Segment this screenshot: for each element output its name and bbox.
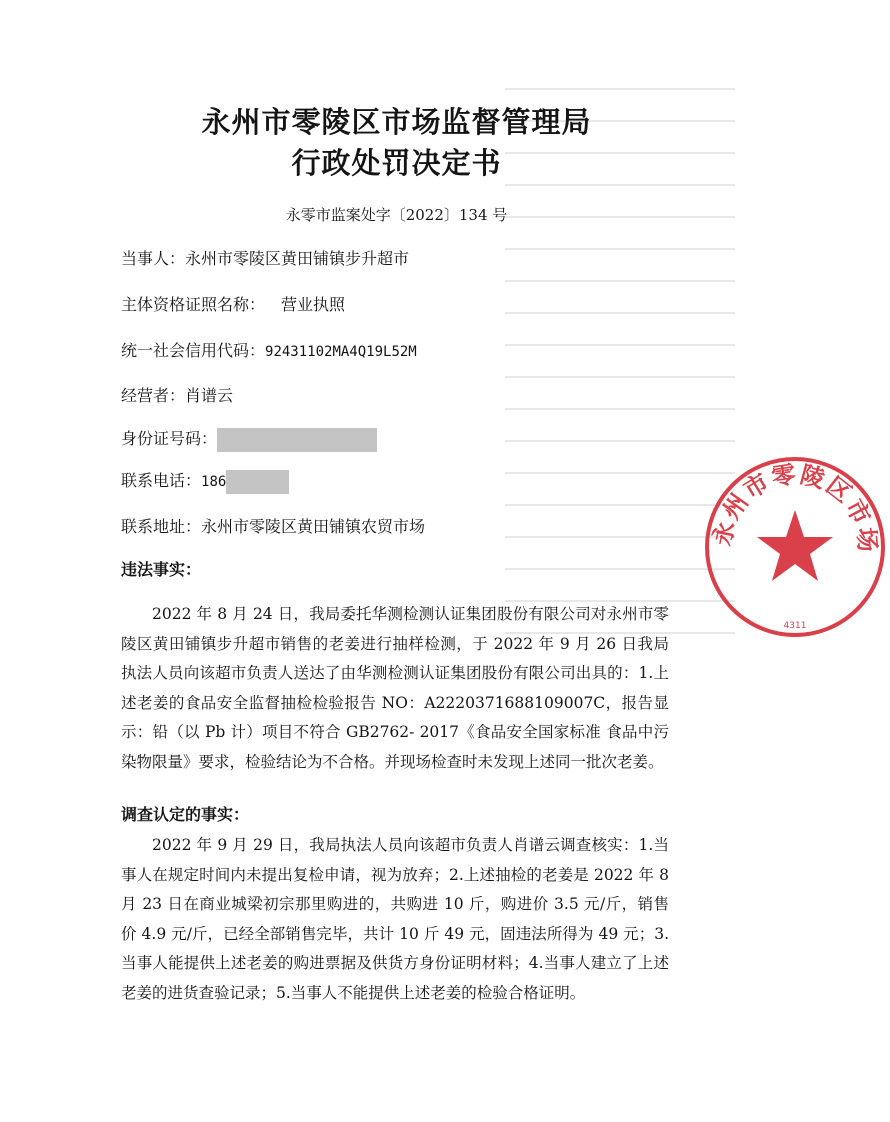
license-label: 主体资格证照名称：	[121, 295, 266, 314]
address-row	[121, 514, 425, 537]
phone-redaction	[226, 470, 289, 494]
license-row	[121, 292, 345, 315]
license-value: 营业执照	[281, 295, 346, 314]
operator-label: 经营者：	[121, 386, 186, 405]
credit-code-row	[121, 338, 417, 361]
seal-star-icon	[757, 510, 833, 581]
investigation-heading: 调查认定的事实：	[121, 805, 250, 824]
official-seal	[700, 452, 890, 642]
issuer-title: 永州市零陵区市场监督管理局	[201, 105, 592, 139]
facts-paragraph: 2022 年 8 月 24 日，我局委托华测检测认证集团股份有限公司对永州市零陵区黄田铺镇步升超市销售的老姜进行抽样检测，于 2022 年 9 月 26 日我局执法人员向该超市负责人送达了由华测检测认证集团股份有限公司出具的：1.上述老姜的食品安全监督抽检检验报告 NO：A2220371688109007C，报告显示：铅（以 Pb 计）项目不符合 GB2762- 2017《食品安全国家标准 食品中污染物限量》要求，检验结论为不合格。并现场检查时未发现上述同一批次老姜。	[121, 605, 669, 771]
facts-heading: 违法事实：	[121, 560, 202, 579]
address-value: 永州市零陵区黄田铺镇农贸市场	[201, 517, 426, 536]
phone-row	[121, 468, 289, 494]
operator-value: 肖谱云	[185, 386, 234, 405]
investigation-paragraph: 2022 年 9 月 29 日，我局执法人员向该超市负责人肖谱云调查核实：1.当事人在规定时间内未提出复检申请，视为放弃；2.上述抽检的老姜是 2022 年 8 月 23 日在商业城梁初宗那里购进的，共购进 10 斤，购进价 3.5 元/斤，销售价 4.9 元/斤，已经全部销售完毕，共计 10 斤 49 元，固违法所得为 49 元；3.当事人能提供上述老姜的购进票据及供货方身份证明材料；4.当事人建立了上述老姜的进货查验记录；5.当事人不能提供上述老姜的检验合格证明。	[121, 836, 669, 1002]
phone-prefix: 186	[201, 474, 227, 490]
operator-row	[121, 383, 233, 406]
seal-text: 永州市零陵区市场	[708, 460, 882, 555]
phone-label: 联系电话：	[121, 471, 202, 490]
document-title: 行政处罚决定书	[291, 146, 502, 180]
id-number-label: 身份证号码：	[121, 429, 218, 448]
address-label: 联系地址：	[121, 517, 202, 536]
id-number-redaction	[217, 428, 377, 452]
party-name-label: 当事人：	[121, 249, 186, 268]
credit-code-label: 统一社会信用代码：	[121, 341, 266, 360]
party-name-value: 永州市零陵区黄田铺镇步升超市	[185, 249, 410, 268]
document-number: 永零市监案处字〔2022〕134 号	[285, 206, 508, 224]
seal-code: 4311	[783, 621, 807, 631]
credit-code-value: 92431102MA4Q19L52M	[265, 344, 417, 360]
id-number-row	[121, 426, 377, 452]
party-name-row	[121, 246, 409, 269]
